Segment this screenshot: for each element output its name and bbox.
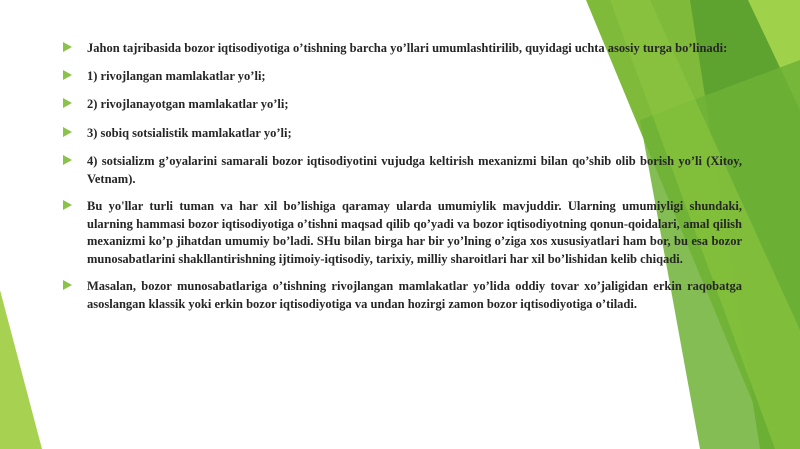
triangle-arrow-icon <box>63 127 72 137</box>
bullet-text: Bu yo'llar turli tuman va har xil bo’lishiga qaramay ularda umumiylik mavjuddir. Ularning umumiyligi shundaki, ularning hammasi bozor iqtisodiyotiga o’tishni maqsad qilib qo’yadi va bozor iqtisodiyotning qonun-qoidalari, amal qilish mexanizmi ko’p jihatdan umumiy bo’ladi. SHu bilan birga har bir yo’lning o’ziga xos xususiyatlari ham bor, bu esa bozor munosabatlarini shakllantirishning ijtimoiy-iqtisodiy, tarixiy, milliy sharoitlari har xil bo’lishidan kelib chiqadi. <box>87 199 742 266</box>
bullet-text: 1) rivojlangan mamlakatlar yo’li; <box>87 68 266 83</box>
triangle-arrow-icon <box>63 155 72 165</box>
list-item <box>60 96 742 114</box>
bullet-text: Masalan, bozor munosabatlariga o’tishning rivojlangan mamlakatlar yo’lida oddiy tovar xo’jaligidan erkin raqobatga asoslangan klassik yoki erkin bozor iqtisodiyotiga va undan hozirgi zamon bozor iqtisodiyotiga o’tiladi. <box>87 279 742 311</box>
triangle-arrow-icon <box>63 70 72 80</box>
slide-content <box>60 40 742 323</box>
bullet-text: 4) sotsializm g’oyalarini samarali bozor iqtisodiyotini vujudga keltirish mexanizmi bilan qo’shib olib borish yo’li (Xitoy, Vetnam). <box>87 154 742 186</box>
list-item <box>60 278 742 313</box>
list-item <box>60 40 742 58</box>
list-item <box>60 153 742 188</box>
triangle-arrow-icon <box>63 98 72 108</box>
bullet-text: Jahon tajribasida bozor iqtisodiyotiga o’tishning barcha yo’llari umumlashtirilib, quyidagi uchta asosiy turga bo’linadi: <box>87 41 728 55</box>
triangle-arrow-icon <box>63 200 72 210</box>
triangle-arrow-icon <box>63 42 72 52</box>
list-item <box>60 125 742 143</box>
bullet-text: 3) sobiq sotsialistik mamlakatlar yo’li; <box>87 125 292 140</box>
list-item <box>60 198 742 268</box>
list-item <box>60 68 742 86</box>
triangle-arrow-icon <box>63 280 72 290</box>
bullet-text: 2) rivojlanayotgan mamlakatlar yo’li; <box>87 97 289 111</box>
bullet-list <box>60 40 742 313</box>
